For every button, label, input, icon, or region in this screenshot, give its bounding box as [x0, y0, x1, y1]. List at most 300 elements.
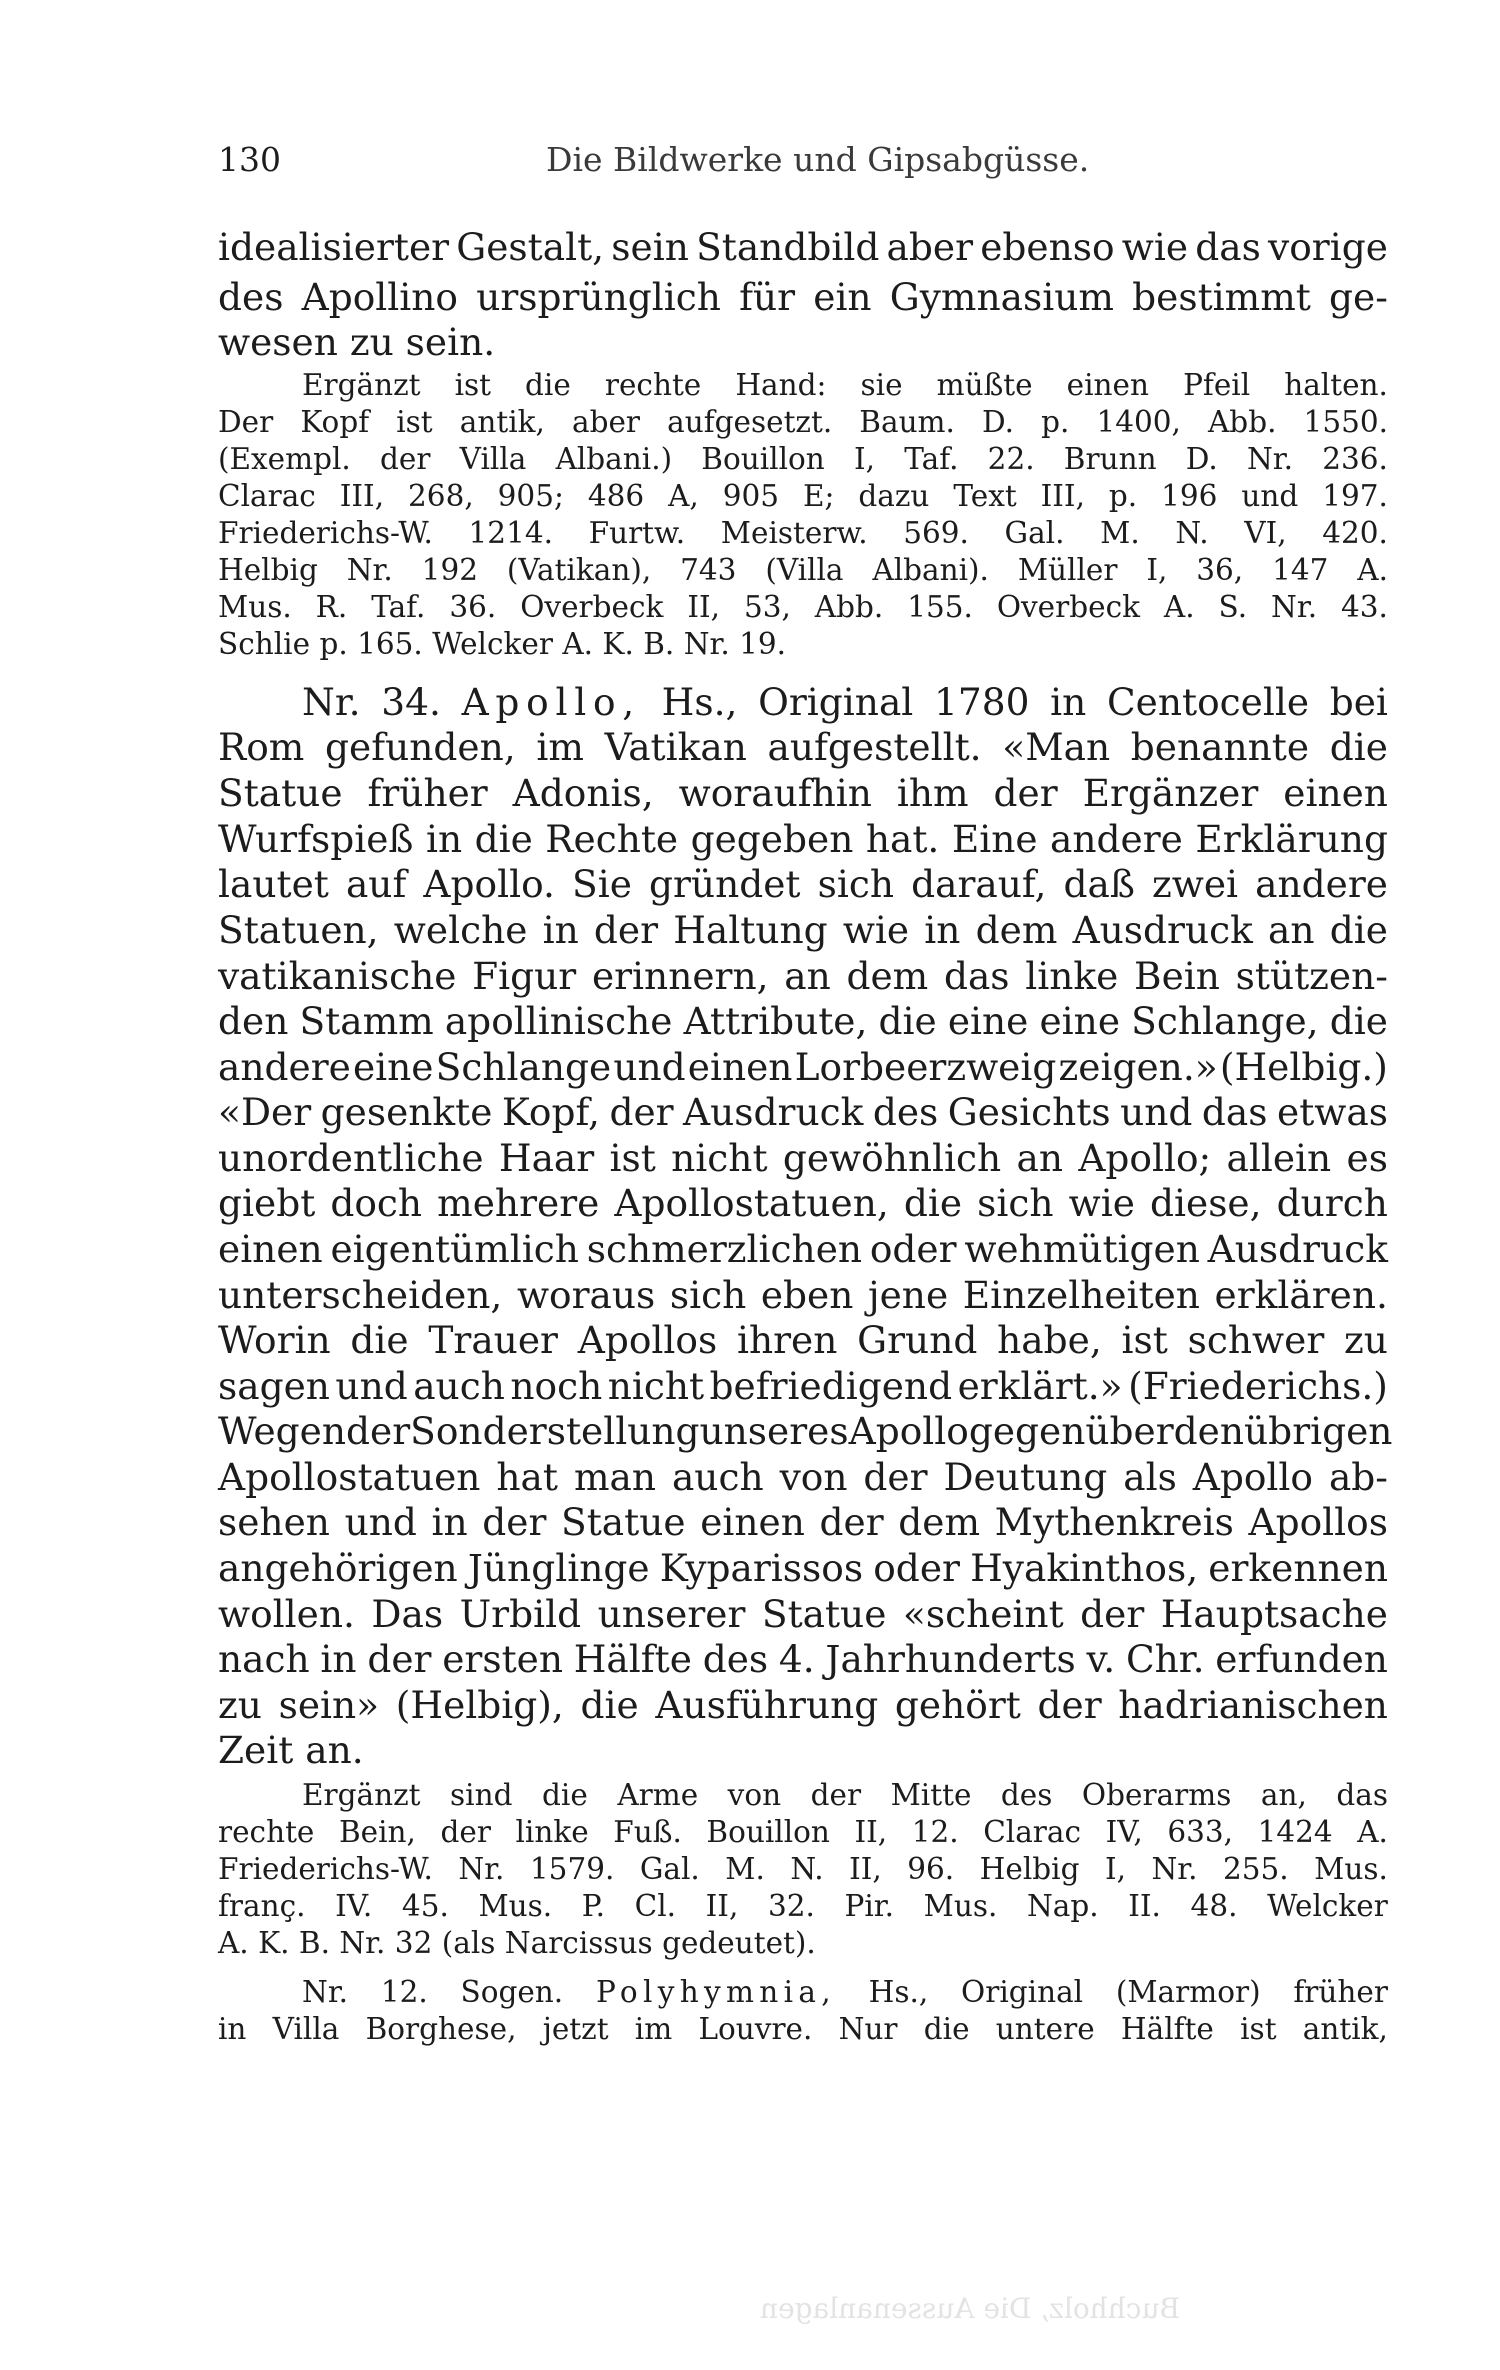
word: Arme: [617, 1778, 699, 1812]
word: 420.: [1322, 516, 1388, 550]
word: ist: [609, 1136, 656, 1180]
word: B.: [298, 1926, 330, 1960]
word: von: [727, 1778, 782, 1812]
word: giebt: [218, 1181, 316, 1225]
word: jene: [867, 1273, 949, 1317]
word: Meisterw.: [720, 516, 868, 550]
word: bei: [1329, 680, 1388, 724]
text-line: [218, 908, 1388, 952]
word: eben: [760, 1273, 854, 1317]
word: II,: [705, 1889, 739, 1923]
word: 633,: [1167, 1815, 1234, 1849]
word: 1579.: [529, 1852, 615, 1886]
word: der: [1037, 1683, 1102, 1727]
word: Narcissus: [504, 1926, 653, 1960]
word: Eine: [951, 817, 1038, 861]
word: wie: [1121, 225, 1189, 269]
word: 36.: [449, 590, 497, 624]
word: Apollo: [848, 1409, 969, 1453]
word: (Friederichs.): [1128, 1364, 1388, 1408]
word: A.: [218, 1926, 249, 1960]
word: Apollo.: [423, 862, 555, 906]
word: und: [1241, 479, 1299, 513]
word: II,: [687, 590, 720, 624]
word: in: [218, 2012, 247, 2046]
word: Sie: [572, 862, 632, 906]
word: die: [1329, 725, 1388, 769]
word: unseres: [699, 1409, 849, 1453]
word: ist: [1240, 2012, 1277, 2046]
word: Gal.: [1004, 516, 1065, 550]
text-line: [218, 954, 1388, 998]
word: II,: [854, 1815, 888, 1849]
word: Text: [953, 479, 1017, 513]
word: P.: [581, 1889, 606, 1923]
word: im: [536, 725, 584, 769]
word: Einzelheiten: [962, 1273, 1200, 1317]
word: linke: [515, 1815, 589, 1849]
word: Lorbeerzweig: [794, 1045, 1057, 1089]
word: einen: [1283, 771, 1388, 815]
word: Centocelle: [1106, 680, 1310, 724]
word: 1424: [1257, 1815, 1333, 1849]
text-line: [218, 862, 1388, 906]
word: Nr.: [1271, 590, 1318, 624]
word: hadrianischen: [1118, 1683, 1388, 1727]
word: Original: [758, 680, 914, 724]
text-line: [218, 680, 1388, 724]
text-line: [218, 225, 1388, 269]
word: zwei: [1151, 862, 1239, 906]
word: erinnern,: [591, 954, 769, 998]
word: Pfeil: [1183, 368, 1251, 402]
word: Albani).: [872, 553, 989, 587]
word: Apollo: [1192, 1455, 1313, 1499]
word: Apollino: [301, 275, 459, 319]
word: doch: [330, 1181, 423, 1225]
word: einen: [700, 1500, 805, 1544]
word: erfunden: [1215, 1637, 1388, 1681]
word: Haar: [498, 1136, 595, 1180]
word: sie: [860, 368, 903, 402]
word: (Exempl.: [218, 442, 351, 476]
word: in: [431, 1500, 468, 1544]
word: Nr.: [302, 680, 361, 724]
word: Zeit: [218, 1728, 294, 1772]
word: gedeutet).: [662, 1926, 816, 1960]
word: 12.: [380, 1975, 428, 2009]
word: aber: [886, 225, 974, 269]
word: Furtw.: [588, 516, 686, 550]
note-line: [218, 1852, 1388, 1886]
text-line: [218, 1227, 1388, 1271]
word: man: [573, 1455, 657, 1499]
word: Kopf: [300, 405, 370, 439]
word: aufgesetzt.: [667, 405, 833, 439]
word: 1780: [934, 680, 1030, 724]
word: Welcker: [1267, 1889, 1388, 1923]
word: Kyparissos: [659, 1546, 864, 1590]
word: nicht: [671, 1136, 768, 1180]
word: in: [1050, 680, 1087, 724]
word: Deutung: [943, 1455, 1108, 1499]
word: 1400,: [1096, 405, 1181, 439]
word: Apollos: [577, 1318, 718, 1362]
word: etwas: [1277, 1090, 1388, 1134]
word: wollen.: [218, 1592, 355, 1636]
word: die: [1329, 999, 1388, 1043]
word: Baum.: [859, 405, 955, 439]
word: halten.: [1284, 368, 1388, 402]
text-line: [218, 1592, 1388, 1636]
word: Gestalt,: [456, 225, 605, 269]
word: für: [739, 275, 796, 319]
word: wie: [1068, 1181, 1135, 1225]
word: zeigen.»: [1058, 1045, 1218, 1089]
word: mehrere: [437, 1181, 600, 1225]
word: gefunden,: [325, 725, 516, 769]
page-number: 130: [218, 140, 281, 179]
word: Pir.: [844, 1889, 895, 1923]
word: (Helbig.): [1219, 1045, 1388, 1089]
word: ihm: [896, 771, 969, 815]
word: eine: [947, 999, 1029, 1043]
word: Fuß.: [613, 1815, 682, 1849]
word: und: [613, 1045, 686, 1089]
word: Hs.,: [661, 680, 738, 724]
word: jetzt: [542, 2012, 609, 2046]
word: Statuen,: [218, 908, 379, 952]
text-line: [218, 999, 1388, 1043]
word: Abb.: [1208, 405, 1277, 439]
word: sehen: [218, 1500, 330, 1544]
word: hat: [496, 1455, 558, 1499]
word: Haltung: [673, 908, 828, 952]
word: der: [863, 1455, 928, 1499]
word: sich: [669, 1273, 747, 1317]
word: 569.: [903, 516, 969, 550]
text-line: [218, 1409, 1393, 1453]
word: Sonderstellung: [410, 1409, 700, 1453]
word: Mythenkreis: [994, 1500, 1234, 1544]
note-line: [218, 368, 1388, 402]
word: des: [1000, 1778, 1053, 1812]
note-line: [218, 553, 1388, 587]
word: Mitte: [890, 1778, 972, 1812]
text-line: [218, 1045, 1388, 1089]
word: aber: [571, 405, 641, 439]
word: linke: [1025, 954, 1119, 998]
word: Urbild: [459, 1592, 582, 1636]
word: D.: [982, 405, 1014, 439]
note-line: [218, 479, 1388, 513]
word: Statue: [218, 771, 343, 815]
word: ab-: [1328, 1455, 1388, 1499]
word: die: [1329, 908, 1388, 952]
word: I,: [854, 442, 876, 476]
word: Mus.: [478, 1889, 553, 1923]
word: Vatikan: [604, 725, 747, 769]
word: Villa: [272, 2012, 340, 2046]
word: untere: [995, 2012, 1095, 2046]
word: Rom: [218, 725, 305, 769]
word: Helbig: [218, 553, 318, 587]
text-line: [218, 1500, 1388, 1544]
note-line: [218, 405, 1388, 439]
word: Hälfte: [573, 1637, 692, 1681]
word: müßte: [936, 368, 1033, 402]
word: als: [1123, 1455, 1177, 1499]
word: andere: [218, 1045, 351, 1089]
word: Wegen: [218, 1409, 347, 1453]
word: und: [344, 1500, 417, 1544]
note-line: [218, 442, 1388, 476]
word: A.: [562, 627, 594, 661]
word: Gymnasium: [889, 275, 1114, 319]
word: Attribute,: [683, 999, 868, 1043]
word: gegeben: [690, 817, 854, 861]
word: in: [924, 908, 961, 952]
word: Wurfspieß: [218, 817, 414, 861]
word: Abb.: [814, 590, 884, 624]
word: Mus.: [923, 1889, 998, 1923]
word: die: [878, 999, 937, 1043]
word: Brunn: [1063, 442, 1157, 476]
word: oder: [869, 1227, 957, 1271]
word: (Vatikan),: [506, 553, 652, 587]
word: II.: [1128, 1889, 1161, 1923]
word: Hauptsache: [1160, 1592, 1388, 1636]
word: zu: [218, 1683, 262, 1727]
word: eigentümlich: [330, 1227, 579, 1271]
word: Rechte: [545, 817, 679, 861]
text-line: [218, 817, 1388, 861]
word: die: [350, 1318, 409, 1362]
word: IV.: [335, 1889, 373, 1923]
word: darauf,: [911, 862, 1047, 906]
word: Schlange,: [1131, 999, 1319, 1043]
text-line: [218, 1683, 1388, 1727]
word: Ausdruck: [683, 1090, 864, 1134]
show-through-text: Buchholz, Die Aussenanlagen: [760, 2292, 1181, 2325]
word: Ausdruck: [1207, 1227, 1388, 1271]
word: 147: [1272, 553, 1329, 587]
word: Original: [961, 1975, 1084, 2009]
word: sein: [611, 225, 689, 269]
word: v.: [1086, 1637, 1116, 1681]
note-line: [218, 2012, 1388, 2046]
note-line: [218, 1926, 1388, 1960]
word: Nap.: [1026, 1889, 1099, 1923]
word: schwer: [1187, 1318, 1325, 1362]
word: I,: [1146, 553, 1168, 587]
word: andere: [1255, 862, 1388, 906]
word: I,: [1104, 1852, 1126, 1886]
word: A.: [1163, 590, 1195, 624]
word: den: [1173, 1409, 1245, 1453]
word: Welcker: [432, 627, 553, 661]
word: Stamm: [299, 999, 434, 1043]
word: (Villa: [765, 553, 844, 587]
word: Hand:: [735, 368, 827, 402]
word: sein»: [278, 1683, 380, 1727]
word: Sogen.: [460, 1975, 564, 2009]
word: Bouillon: [701, 442, 825, 476]
word: «Man: [1002, 725, 1111, 769]
word: früher: [1293, 1975, 1388, 2009]
word: 32.: [767, 1889, 815, 1923]
note-line: [218, 1975, 1388, 2009]
word: ihren: [736, 1318, 838, 1362]
word: einen: [218, 1227, 323, 1271]
word: ebenso: [980, 225, 1115, 269]
word: gründet: [649, 862, 801, 906]
word: 196: [1161, 479, 1218, 513]
word: 43.: [1341, 590, 1388, 624]
word: erklärt.»: [957, 1364, 1123, 1408]
word: sagen: [218, 1364, 330, 1408]
word: im: [634, 2012, 673, 2046]
word: p.: [1041, 405, 1070, 439]
word: dem: [898, 1500, 981, 1544]
text-line: [218, 725, 1388, 769]
word: Clarac: [983, 1815, 1082, 1849]
word: 905: [722, 479, 780, 513]
word: Ausdruck: [1072, 908, 1253, 952]
word: dem: [846, 954, 929, 998]
text-line: [218, 1136, 1388, 1180]
word: der: [593, 908, 659, 952]
word: 165.: [357, 627, 423, 661]
word: A.: [1357, 553, 1388, 587]
word: vatikanische: [218, 954, 457, 998]
note-line: [218, 1815, 1388, 1849]
word: Helbig: [979, 1852, 1080, 1886]
word: erklären.: [1214, 1273, 1388, 1317]
word: Apollo;: [1078, 1136, 1212, 1180]
word: Cl.: [634, 1889, 677, 1923]
word: auf: [345, 862, 407, 906]
word: an: [1268, 908, 1315, 952]
word: Statue: [561, 1500, 686, 1544]
word: allein: [1226, 1136, 1332, 1180]
word: IV,: [1105, 1815, 1143, 1849]
word: III,: [1040, 479, 1085, 513]
word: bestimmt: [1132, 275, 1311, 319]
word: die: [903, 1181, 963, 1225]
word: Erklärung: [1195, 817, 1388, 861]
word: N.: [1175, 516, 1209, 550]
word: sich: [977, 1181, 1054, 1225]
word: an,: [1260, 1778, 1307, 1812]
word: Nr.: [346, 553, 393, 587]
word: Hälfte: [1120, 2012, 1214, 2046]
word: wie: [842, 908, 910, 952]
word: ersten: [442, 1637, 563, 1681]
word: Mus.: [1314, 1852, 1388, 1886]
word: des: [702, 1637, 769, 1681]
word: Overbeck: [996, 590, 1140, 624]
word: Chr.: [1125, 1637, 1205, 1681]
word: (Marmor): [1115, 1975, 1261, 2009]
word: die: [542, 1778, 588, 1812]
word: Ergänzt: [302, 368, 421, 402]
word: 12.: [911, 1815, 959, 1849]
word: S.: [1218, 590, 1248, 624]
word: das: [1195, 225, 1261, 269]
word: Das: [371, 1592, 444, 1636]
word: angehörigen: [218, 1546, 458, 1590]
word: das: [1201, 1090, 1268, 1134]
word: Jahrhunderts: [825, 1637, 1076, 1681]
word: 255.: [1222, 1852, 1289, 1886]
text-line: [218, 320, 1388, 364]
word: ist: [396, 405, 433, 439]
word: 197.: [1322, 479, 1388, 513]
word: Albani.): [555, 442, 673, 476]
word: 268,: [408, 479, 474, 513]
word: 36,: [1196, 553, 1244, 587]
word: noch: [510, 1364, 603, 1408]
word: Nr.: [683, 627, 730, 661]
word: rechte: [218, 1815, 315, 1849]
text-line: [218, 1546, 1388, 1590]
text-line: [218, 275, 1388, 319]
word: das: [1336, 1778, 1388, 1812]
word: befriedigend: [709, 1364, 953, 1408]
word: unterscheiden,: [218, 1273, 503, 1317]
word: die: [525, 368, 571, 402]
word: 236.: [1322, 442, 1388, 476]
word: 1214.: [468, 516, 553, 550]
note-line: [218, 1778, 1388, 1812]
word: der: [482, 1500, 547, 1544]
note-line: [218, 516, 1388, 550]
word: Trauer: [428, 1318, 558, 1362]
word: in: [542, 908, 579, 952]
text-line: [218, 1273, 1388, 1317]
word: sein.: [405, 320, 496, 364]
word: M.: [725, 1852, 765, 1886]
word: Kopf,: [501, 1090, 600, 1134]
word: II,: [849, 1852, 882, 1886]
word: aufgestellt.: [767, 725, 982, 769]
word: «Der: [218, 1090, 312, 1134]
word: ein: [813, 275, 872, 319]
word: gewöhnlich: [782, 1136, 1002, 1180]
word: 32: [394, 1926, 433, 1960]
word: der: [993, 771, 1058, 815]
word: Overbeck: [520, 590, 664, 624]
word: K.: [258, 1926, 290, 1960]
word: 486: [587, 479, 645, 513]
word: Nr.: [458, 1852, 505, 1886]
word: Polyhymnia,: [595, 1975, 836, 2009]
word: woraus: [516, 1273, 656, 1317]
word: habe,: [997, 1318, 1102, 1362]
word: Bein: [1134, 954, 1220, 998]
text-line: [218, 1090, 1388, 1134]
word: A.: [1357, 1815, 1388, 1849]
word: 192: [421, 553, 478, 587]
word: 905;: [497, 479, 564, 513]
word: antik,: [459, 405, 545, 439]
word: Apollostatuen: [218, 1455, 481, 1499]
word: p.: [319, 627, 348, 661]
word: schmerzlichen: [586, 1227, 863, 1271]
word: Worin: [218, 1318, 331, 1362]
word: Ergänzt: [302, 1778, 421, 1812]
